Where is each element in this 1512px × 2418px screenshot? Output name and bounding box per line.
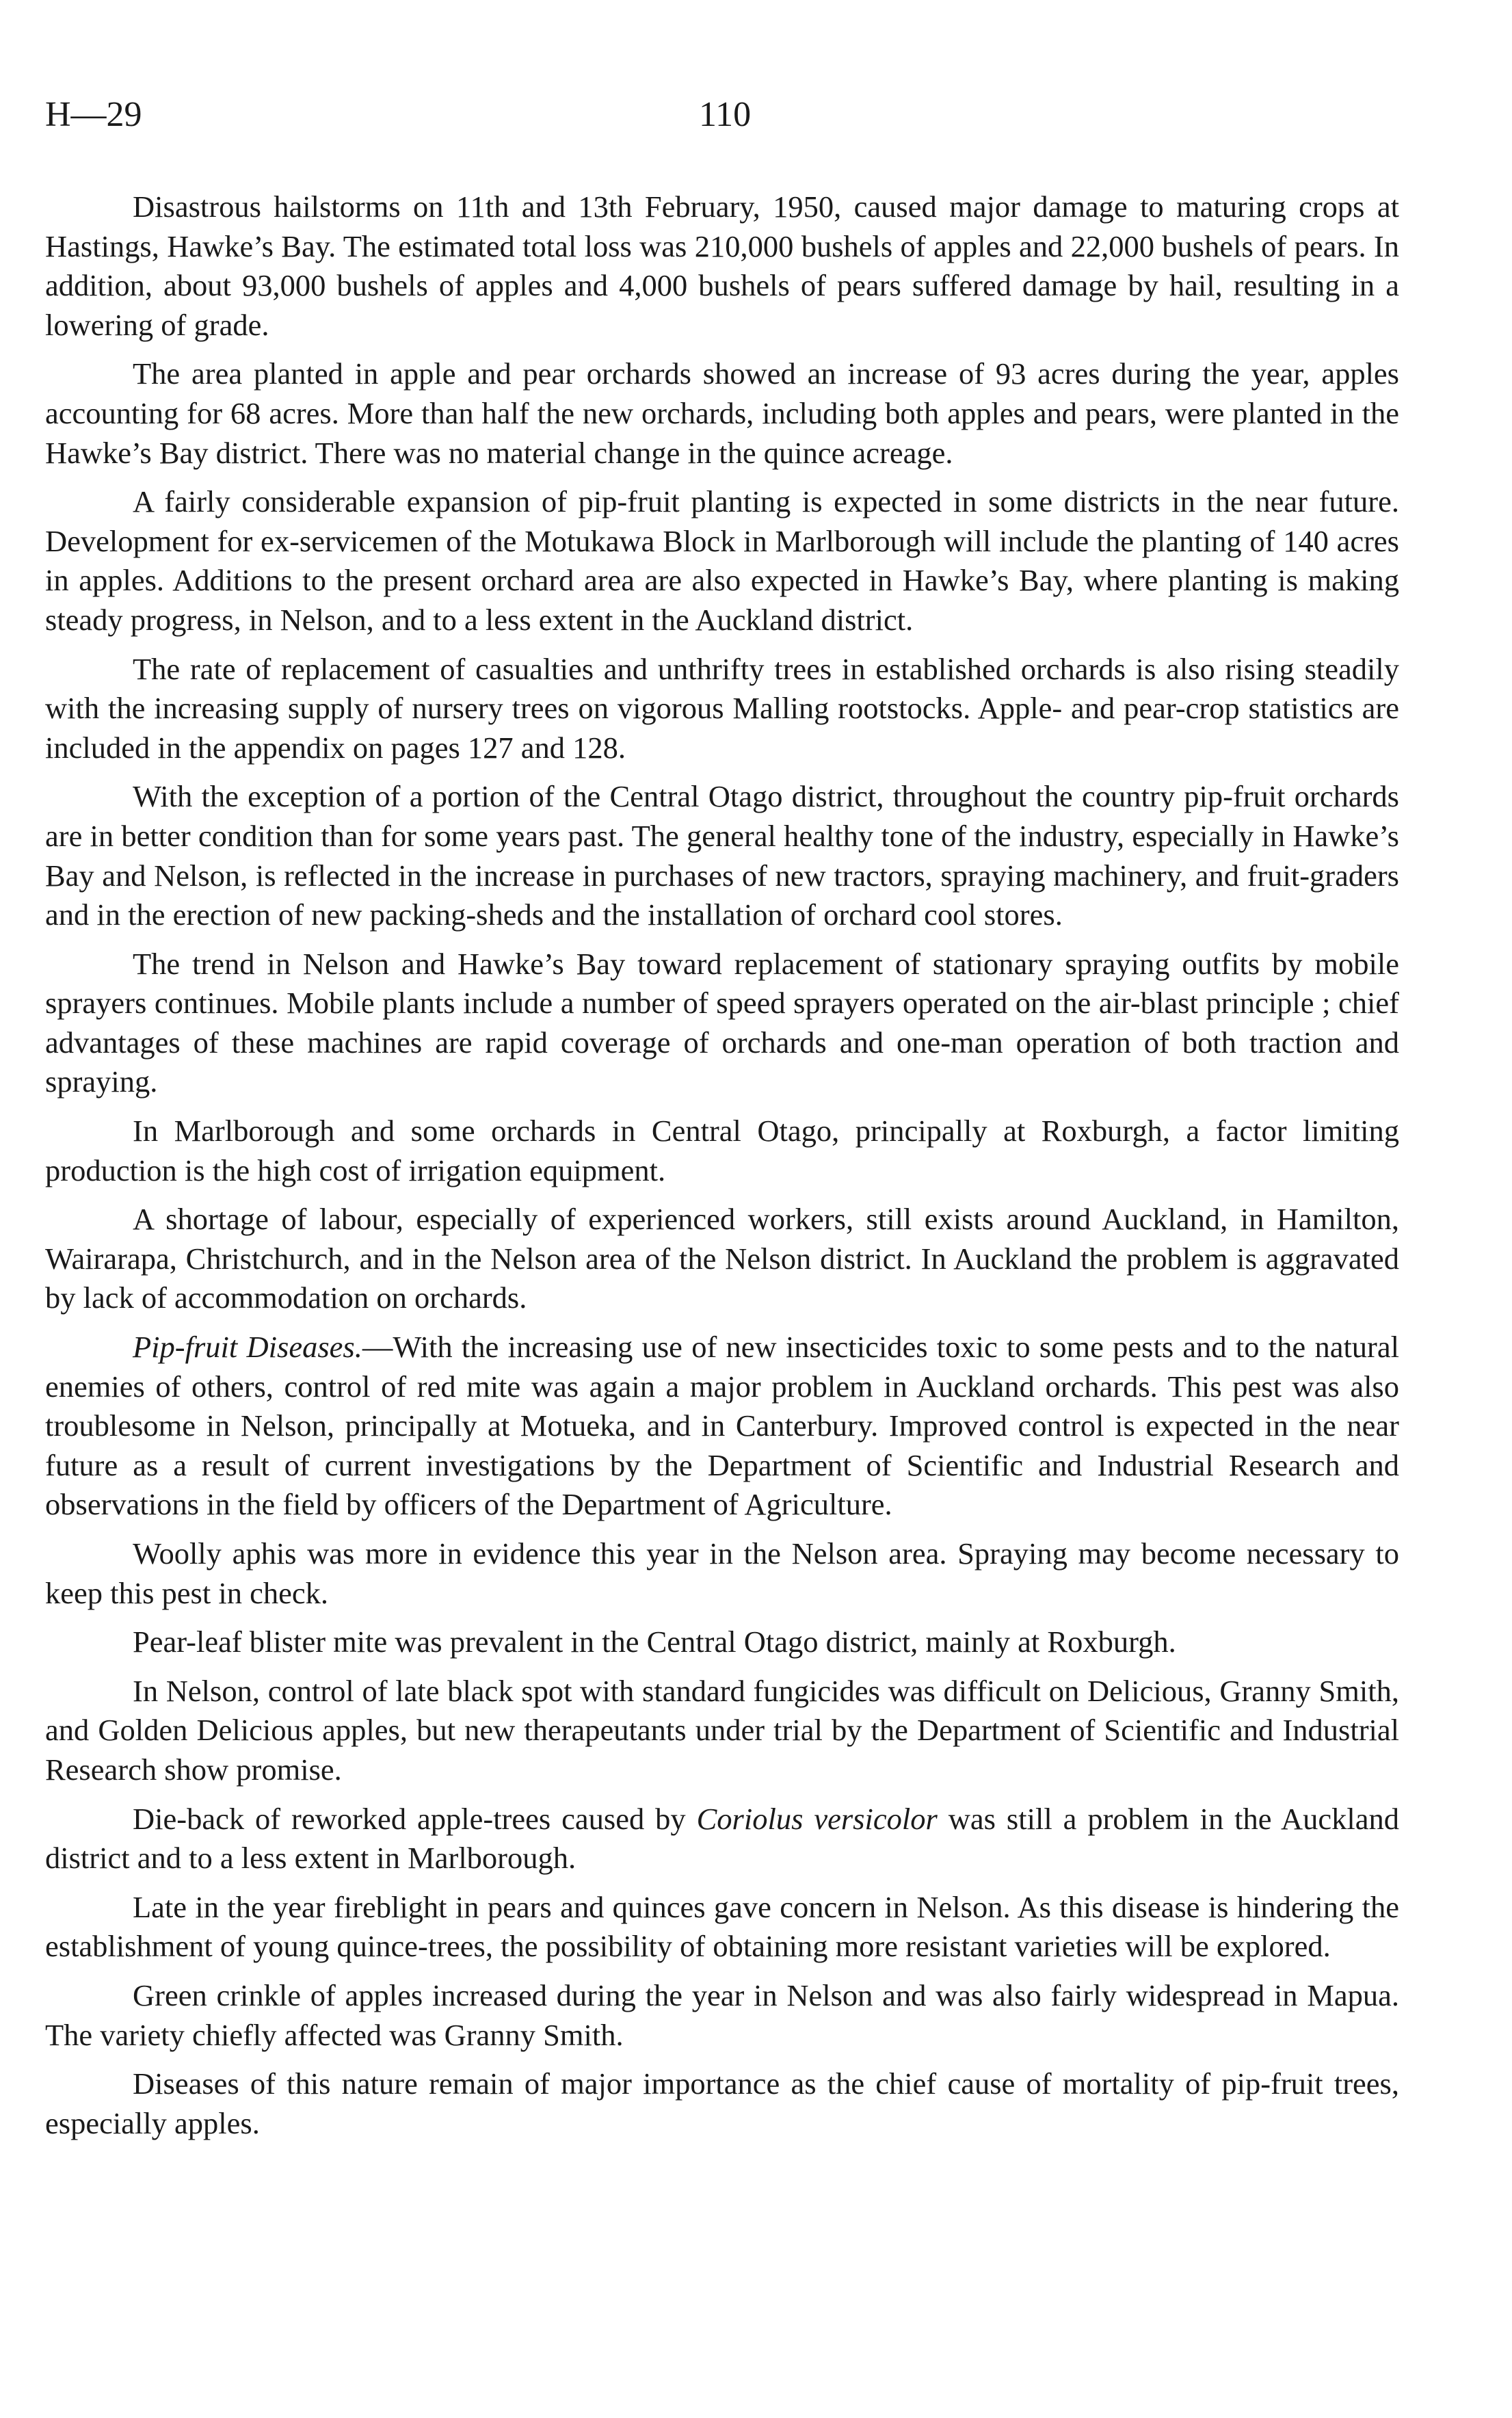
document-code: H—29 bbox=[45, 95, 142, 134]
paragraph-text: Die-back of reworked apple-trees caused by bbox=[133, 1801, 697, 1836]
paragraph-area-planted: The area planted in apple and pear orchards showed an increase of 93 acres during the year, apples accounting for 68 acres. More than half the new orchards, including both apples and pears, were planted in the Hawke’s Bay district. There was no material change in the quince acreage. bbox=[45, 356, 1399, 470]
paragraph-labour: A shortage of labour, especially of experienced workers, still exists around Auckland, in Hamilton, Wairarapa, Christchurch, and in the Nelson area of the Nelson district. In Auckland the problem is aggravated by lack of accommodation on orchards. bbox=[45, 1202, 1399, 1315]
paragraph-text: —With the increasing use of new insecticides toxic to some pests and to the natural enemies of others, control of red mite was again a major problem in Auckland orchards. This pest was also troublesome in Nelson, principally at Motueka, and in Canterbury. Improved control is expected in the near future as a result of current investigations by the Department of Scientific and Industrial Research and observations in the field by officers of the Department of Agriculture. bbox=[45, 1330, 1399, 1522]
page-number: 110 bbox=[699, 95, 752, 134]
page-header bbox=[45, 94, 1413, 149]
paragraph-pip-fruit-diseases bbox=[45, 1328, 1399, 1525]
paragraph-orchard-condition: With the exception of a portion of the Central Otago district, throughout the country pip-fruit orchards are in better condition than for some years past. The general healthy tone of the industry, especially in Hawke’s Bay and Nelson, is reflected in the increase in purchases of new tractors, spraying machinery, and fruit-graders and in the erection of new packing-sheds and the installation of orchard cool stores. bbox=[45, 779, 1399, 932]
species-name: Coriolus versicolor bbox=[696, 1801, 938, 1836]
paragraph-expansion: A fairly considerable expansion of pip-fruit planting is expected in some districts in the near future. Development for ex-servicemen of the Motukawa Block in Marlborough will include the planting of 140 acres in apples. Additions to the present orchard area are also expected in Hawke’s Bay, where planting is making steady progress, in Nelson, and to a less extent in the Auckland district. bbox=[45, 484, 1399, 637]
paragraph-hailstorms: Disastrous hailstorms on 11th and 13th February, 1950, caused major damage to maturing crops at Hastings, Hawke’s Bay. The estimated total loss was 210,000 bushels of apples and 22,000 bushels of pears. In addition, about 93,000 bushels of apples and 4,000 bushels of pears suffered damage by hail, resulting in a lowering of grade. bbox=[45, 189, 1399, 342]
section-heading: Pip-fruit Diseases. bbox=[133, 1330, 362, 1365]
paragraph-die-back bbox=[45, 1800, 1399, 1878]
paragraph-fireblight: Late in the year fireblight in pears and quinces gave concern in Nelson. As this disease is hindering the establishment of young quince-trees, the possibility of obtaining more resistant varieties will be explored. bbox=[45, 1889, 1399, 1964]
paragraph-black-spot: In Nelson, control of late black spot with standard fungicides was difficult on Delicious, Granny Smith, and Golden Delicious apples, but new therapeutants under trial by the Department of Scientific and Industrial Research show promise. bbox=[45, 1673, 1399, 1787]
paragraph-text: was still a problem in the Auckland district and to a less extent in Marlborough. bbox=[45, 1801, 1399, 1876]
paragraph-irrigation: In Marlborough and some orchards in Central Otago, principally at Roxburgh, a factor limiting production is the high cost of irrigation equipment. bbox=[45, 1114, 1399, 1187]
paragraph-blister-mite: Pear-leaf blister mite was prevalent in the Central Otago district, mainly at Roxburgh. bbox=[133, 1625, 1176, 1659]
paragraph-mortality: Diseases of this nature remain of major importance as the chief cause of mortality of pip-fruit trees, especially apples. bbox=[45, 2066, 1399, 2140]
body-text bbox=[45, 187, 1399, 2153]
paragraph-replacement: The rate of replacement of casualties and unthrifty trees in established orchards is also rising steadily with the increasing supply of nursery trees on vigorous Malling rootstocks. Apple- and pear-crop statistics are included in the appendix on pages 127 and 128. bbox=[45, 651, 1399, 765]
paragraph-sprayers: The trend in Nelson and Hawke’s Bay toward replacement of stationary spraying outfits by mobile sprayers continues. Mobile plants include a number of speed sprayers operated on the air-blast principle ; chief advantages of these machines are rapid coverage of orchards and one-man operation of both traction and spraying. bbox=[45, 946, 1399, 1099]
paragraph-woolly-aphis: Woolly aphis was more in evidence this year in the Nelson area. Spraying may become necessary to keep this pest in check. bbox=[45, 1536, 1399, 1610]
paragraph-green-crinkle: Green crinkle of apples increased during the year in Nelson and was also fairly widespread in Mapua. The variety chiefly affected was Granny Smith. bbox=[45, 1977, 1399, 2052]
